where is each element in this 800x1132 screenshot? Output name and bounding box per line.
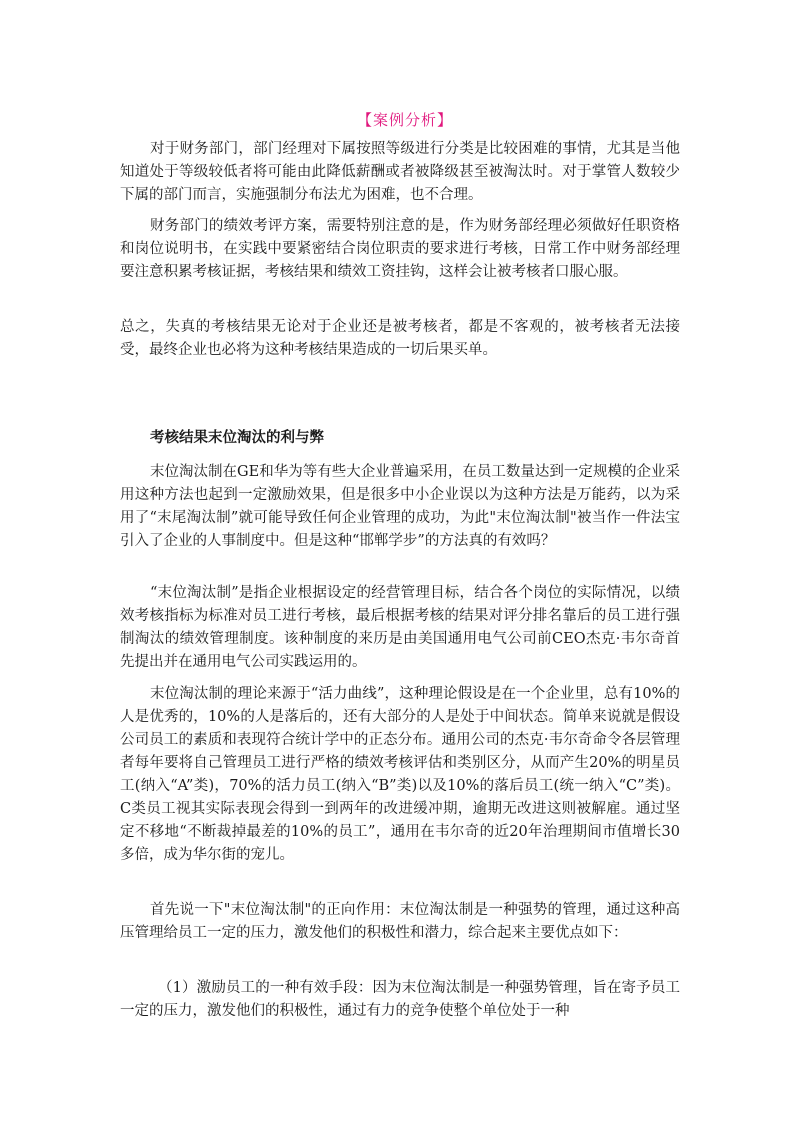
paragraph-finance-appraisal: 财务部门的绩效考评方案，需要特别注意的是，作为财务部经理必须做好任职资格和岗位说明书，在实践中要紧密结合岗位职责的要求进行考核，日常工作中财务部经理要注意积累考核证据，考核结果和绩效工资挂钩，这样会让被考核者口服心服。 [120,218,680,280]
paragraph-elimination-definition: “末位淘汰制”是指企业根据设定的经营管理目标，结合各个岗位的实际情况，以绩效考核指标为标准对员工进行考核，最后根据考核的结果对评分排名靠后的员工进行强制淘汰的绩效管理制度。该种制度的来历是由美国通用电气公司前CEO杰克·韦尔奇首先提出并在通用电气公司实践运用的。 [120,585,680,670]
section-heading: 考核结果末位淘汰的利与弊 [150,429,324,446]
paragraph-conclusion: 总之，失真的考核结果无论对于企业还是被考核者，都是不客观的，被考核者无法接受，最终企业也必将为这种考核结果造成的一切后果买单。 [120,319,680,358]
case-analysis-title: 【案例分析】 [356,111,453,129]
paragraph-positive-effects: 首先说一下"末位淘汰制"的正向作用：末位淘汰制是一种强势的管理，通过这种高压管理给员工一定的压力，激发他们的积极性和潜力，综合起来主要优点如下： [120,902,680,941]
paragraph-elimination-intro: 末位淘汰制在GE和华为等有些大企业普遍采用，在员工数量达到一定规模的企业采用这种方法也起到一定激励效果，但是很多中小企业误以为这种方法是万能药，以为采用了“末尾淘汰制”就可能导致任何企业管理的成功，为此"末位淘汰制"被当作一件法宝引入了企业的人事制度中。但是这种“邯郸学步”的方法真的有效吗？ [120,464,680,549]
paragraph-vitality-curve: 末位淘汰制的理论来源于“活力曲线”，这种理论假设是在一个企业里，总有10%的人是优秀的，10%的人是落后的，还有大部分的人是处于中间状态。简单来说就是假设公司员工的素质和表现符合统计学中的正态分布。通用公司的杰克·韦尔奇命令各层管理者每年要将自己管理员工进行严格的绩效考核评估和类别区分，从而产生20%的明星员工(纳入“A”类)，70%的活力员工(纳入“B”类)以及10%的落后员工(统一纳入“C”类)。C类员工视其实际表现会得到一到两年的改进缓冲期，逾期无改进这则被解雇。通过坚定不移地“不断裁掉最差的10%的员工”，通用在韦尔奇的近20年治理期间市值增长30多倍，成为华尔街的宠儿。 [120,686,680,863]
paragraph-finance-grading: 对于财务部门，部门经理对下属按照等级进行分类是比较困难的事情，尤其是当他知道处于等级较低者将可能由此降低薪酬或者被降级甚至被淘汰时。对于掌管人数较少下属的部门而言，实施强制分布法尤为困难，也不合理。 [120,141,680,203]
paragraph-point-one: （1）激励员工的一种有效手段：因为末位淘汰制是一种强势管理，旨在寄予员工一定的压力，激发他们的积极性，通过有力的竞争使整个单位处于一种 [120,980,680,1019]
